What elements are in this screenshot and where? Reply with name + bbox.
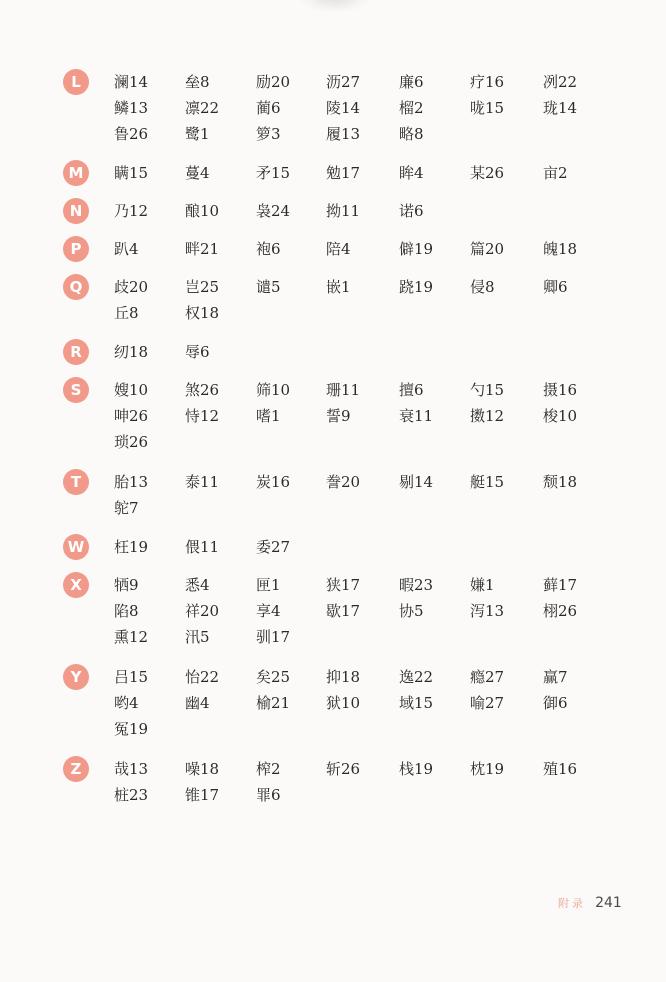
index-entry: 陷8 (114, 602, 139, 620)
index-entry: 暇23 (399, 576, 434, 594)
index-entry: 纫18 (114, 343, 149, 361)
index-entry: 蔺6 (256, 99, 281, 117)
letter-badge: R (63, 339, 89, 365)
index-entry: 咙15 (470, 99, 505, 117)
index-entry: 鳞13 (114, 99, 149, 117)
index-entry: 桩23 (114, 786, 149, 804)
index-entry: 卿6 (543, 278, 568, 296)
index-entry: 箩3 (256, 125, 281, 143)
index-entry: 乃12 (114, 202, 149, 220)
index-entry: 栈19 (399, 760, 434, 778)
index-entry: 澜14 (114, 73, 149, 91)
footer-label: 附录 (558, 897, 586, 910)
letter-badge: Q (63, 274, 89, 300)
index-entry: 衰11 (399, 407, 434, 425)
index-entry: 趴4 (114, 240, 139, 258)
index-entry: 摄16 (543, 381, 578, 399)
index-entry: 域15 (399, 694, 434, 712)
index-entry: 勉17 (326, 164, 361, 182)
index-entry: 谴5 (256, 278, 281, 296)
letter-badge: S (63, 377, 89, 403)
index-entry: 哟4 (114, 694, 139, 712)
index-entry: 琐26 (114, 433, 149, 451)
page-footer (558, 892, 622, 911)
index-entry: 冤19 (114, 720, 149, 738)
index-entry: 誊20 (326, 473, 361, 491)
index-entry: 沥27 (326, 73, 361, 91)
index-entry: 辱6 (185, 343, 210, 361)
index-entry: 袅24 (256, 202, 291, 220)
page-number: 241 (595, 895, 622, 911)
index-entry: 狭17 (326, 576, 361, 594)
index-entry: 怡22 (185, 668, 220, 686)
index-entry: 亩2 (543, 164, 568, 182)
index-entry: 抑18 (326, 668, 361, 686)
index-entry: 梭10 (543, 407, 578, 425)
index-entry: 权18 (185, 304, 220, 322)
index-entry: 斩26 (326, 760, 361, 778)
index-entry: 哉13 (114, 760, 149, 778)
index-entry: 拗11 (326, 202, 361, 220)
index-entry: 胎13 (114, 473, 149, 491)
letter-badge: Y (63, 664, 89, 690)
index-entry: 喻27 (470, 694, 505, 712)
index-entry: 眸4 (399, 164, 424, 182)
index-entry: 歇17 (326, 602, 361, 620)
index-entry: 勺15 (470, 381, 505, 399)
index-entry: 藓17 (543, 576, 578, 594)
index-entry: 吕15 (114, 668, 149, 686)
index-entry: 冽22 (543, 73, 578, 91)
letter-badge: L (63, 69, 89, 95)
index-entry: 僻19 (399, 240, 434, 258)
index-entry: 榆21 (256, 694, 291, 712)
index-entry: 泰11 (185, 473, 220, 491)
index-entry: 酿10 (185, 202, 220, 220)
letter-badge: X (63, 572, 89, 598)
scan-smudge (300, 0, 370, 12)
index-entry: 擅6 (399, 381, 424, 399)
index-entry: 御6 (543, 694, 568, 712)
index-entry: 罪6 (256, 786, 281, 804)
index-entry: 嫂10 (114, 381, 149, 399)
index-entry: 跷19 (399, 278, 434, 296)
index-entry: 剔14 (399, 473, 434, 491)
index-entry: 艇15 (470, 473, 505, 491)
index-entry: 噪18 (185, 760, 220, 778)
index-entry: 恃12 (185, 407, 220, 425)
index-entry: 陪4 (326, 240, 351, 258)
index-entry: 煞26 (185, 381, 220, 399)
index-entry: 榨2 (256, 760, 281, 778)
index-entry: 矛15 (256, 164, 291, 182)
index-entry: 略8 (399, 125, 424, 143)
index-entry: 袍6 (256, 240, 281, 258)
index-entry: 瞒15 (114, 164, 149, 182)
index-entry: 枕19 (470, 760, 505, 778)
index-entry: 驯17 (256, 628, 291, 646)
index-entry: 鹭1 (185, 125, 210, 143)
index-entry: 矣25 (256, 668, 291, 686)
index-entry: 珊11 (326, 381, 361, 399)
index-entry: 享4 (256, 602, 281, 620)
letter-badge: M (63, 160, 89, 186)
index-entry: 廉6 (399, 73, 424, 91)
index-entry: 某26 (470, 164, 505, 182)
index-entry: 泻13 (470, 602, 505, 620)
index-entry: 锥17 (185, 786, 220, 804)
index-entry: 瘾27 (470, 668, 505, 686)
index-entry: 鲁26 (114, 125, 149, 143)
index-entry: 殖16 (543, 760, 578, 778)
letter-badge: T (63, 469, 89, 495)
index-entry: 牺9 (114, 576, 139, 594)
index-entry: 炭16 (256, 473, 291, 491)
index-entry: 幽4 (185, 694, 210, 712)
index-entry: 蔓4 (185, 164, 210, 182)
index-entry: 疗16 (470, 73, 505, 91)
index-entry: 赢7 (543, 668, 568, 686)
index-entry: 垒8 (185, 73, 210, 91)
letter-badge: N (63, 198, 89, 224)
index-entry: 陵14 (326, 99, 361, 117)
index-entry: 嗜1 (256, 407, 281, 425)
index-entry: 嫌1 (470, 576, 495, 594)
index-entry: 篇20 (470, 240, 505, 258)
index-entry: 嵌1 (326, 278, 351, 296)
index-entry: 畔21 (185, 240, 220, 258)
index-entry: 擞12 (470, 407, 505, 425)
letter-badge: W (63, 534, 89, 560)
index-entry: 筛10 (256, 381, 291, 399)
index-entry: 呻26 (114, 407, 149, 425)
index-entry: 魄18 (543, 240, 578, 258)
index-entry: 榴2 (399, 99, 424, 117)
index-entry: 栩26 (543, 602, 578, 620)
index-entry: 诺6 (399, 202, 424, 220)
index-entry: 汛5 (185, 628, 210, 646)
index-entry: 鸵7 (114, 499, 139, 517)
index-entry: 熏12 (114, 628, 149, 646)
index-entry: 丘8 (114, 304, 139, 322)
index-entry: 岂25 (185, 278, 220, 296)
index-entry: 誓9 (326, 407, 351, 425)
index-entry: 悉4 (185, 576, 210, 594)
index-entry: 颓18 (543, 473, 578, 491)
index-entry: 祥20 (185, 602, 220, 620)
index-entry: 侵8 (470, 278, 495, 296)
letter-badge: Z (63, 756, 89, 782)
index-entry: 偎11 (185, 538, 220, 556)
index-entry: 委27 (256, 538, 291, 556)
index-entry: 匣1 (256, 576, 281, 594)
index-entry: 狱10 (326, 694, 361, 712)
index-entry: 履13 (326, 125, 361, 143)
index-entry: 珑14 (543, 99, 578, 117)
index-entry: 励20 (256, 73, 291, 91)
index-entry: 凛22 (185, 99, 220, 117)
index-entry: 枉19 (114, 538, 149, 556)
index-entry: 歧20 (114, 278, 149, 296)
index-entry: 协5 (399, 602, 424, 620)
index-entry: 逸22 (399, 668, 434, 686)
letter-badge: P (63, 236, 89, 262)
